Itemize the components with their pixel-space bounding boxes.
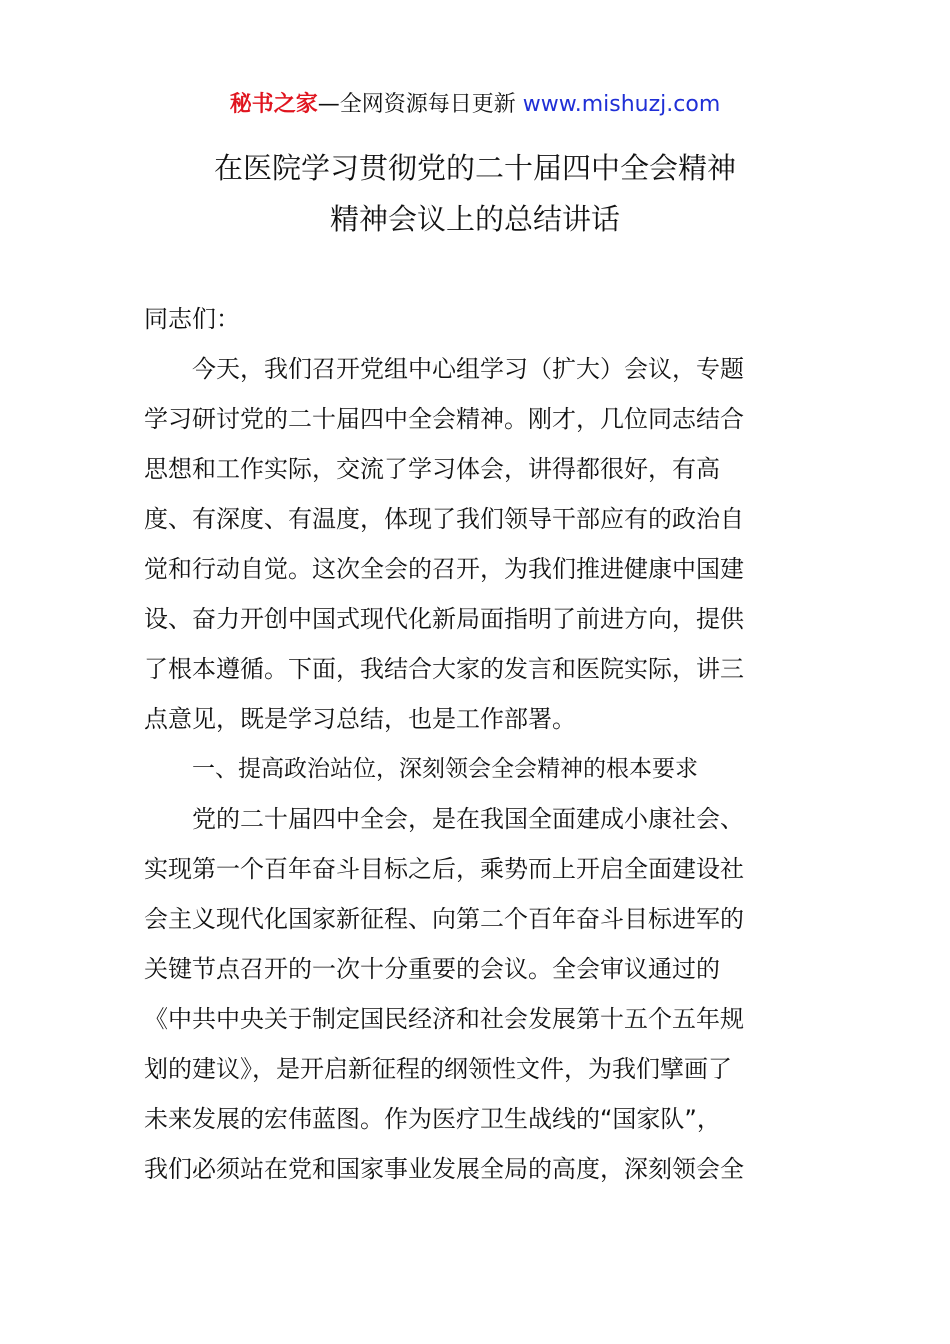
paragraph-line: 会主义现代化国家新征程、向第二个百年奋斗目标进军的 (144, 905, 744, 933)
paragraph-line: 设、奋力开创中国式现代化新局面指明了前进方向，提供 (144, 605, 744, 633)
section-heading-1 (144, 744, 814, 794)
section-heading-text: 一、提高政治站位，深刻领会全会精神的根本要求 (192, 756, 698, 782)
paragraph-line: 点意见，既是学习总结，也是工作部署。 (144, 705, 576, 733)
paragraph-line: 了根本遵循。下面，我结合大家的发言和医院实际，讲三 (144, 655, 744, 683)
paragraph-line: 学习研讨党的二十届四中全会精神。刚才，几位同志结合 (144, 405, 744, 433)
brand-name: 秘书之家 (229, 92, 318, 117)
paragraph-line: 关键节点召开的一次十分重要的会议。全会审议通过的 (144, 955, 720, 983)
header-tagline: —全网资源每日更新 (317, 92, 523, 117)
paragraph-line: 党的二十届四中全会，是在我国全面建成小康社会、 (192, 805, 744, 833)
paragraph-line: 划的建议》，是开启新征程的纲领性文件，为我们擘画了 (144, 1055, 732, 1083)
paragraph-line: 未来发展的宏伟蓝图。作为医疗卫生战线的“国家队”， (144, 1105, 721, 1133)
paragraph-line: 《中共中央关于制定国民经济和社会发展第十五个五年规 (144, 1005, 744, 1033)
document-title-line-2: 精神会议上的总结讲话 (329, 202, 620, 236)
paragraph-2 (144, 794, 814, 1194)
site-url-link[interactable]: www.mishuzj.com (522, 92, 721, 117)
site-header (0, 88, 950, 122)
document-title-line-1: 在医院学习贯彻党的二十届四中全会精神 (213, 151, 736, 185)
paragraph-line: 今天，我们召开党组中心组学习（扩大）会议，专题 (192, 355, 744, 383)
paragraph-line: 实现第一个百年奋斗目标之后，乘势而上开启全面建设社 (144, 855, 744, 883)
paragraph-line: 觉和行动自觉。这次全会的召开，为我们推进健康中国建 (144, 555, 744, 583)
paragraph-line: 我们必须站在党和国家事业发展全局的高度，深刻领会全 (144, 1155, 744, 1183)
salutation: 同志们： (144, 305, 240, 333)
paragraph-1 (144, 344, 814, 744)
paragraph-line: 思想和工作实际，交流了学习体会，讲得都很好，有高 (144, 455, 720, 483)
paragraph-line: 度、有深度、有温度，体现了我们领导干部应有的政治自 (144, 505, 744, 533)
